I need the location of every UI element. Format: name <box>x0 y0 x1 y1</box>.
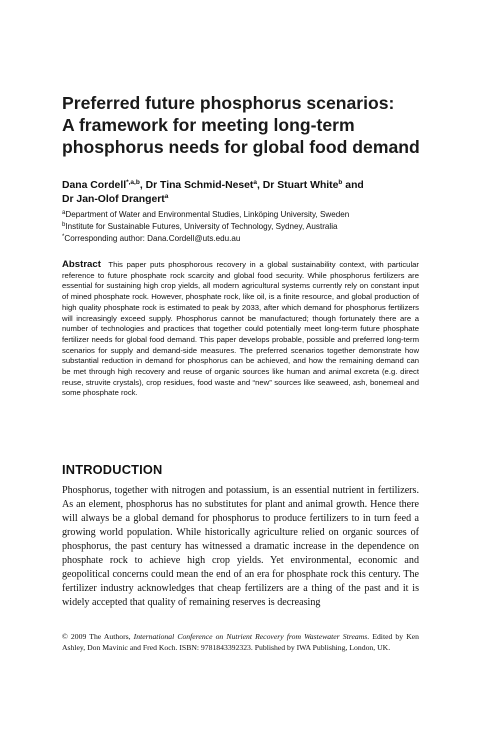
conference-name: International Conference on Nutrient Recovery from Wastewater Streams <box>133 632 368 641</box>
introduction-paragraph: Phosphorus, together with nitrogen and potassium, is an essential nutrient in fertilizers. As an element, phosphorus has no substitutes for plant and animal growth. Hence there will always be a global demand for phosphorus to produce fertilizers to in turn feed a growing world population. While historically agriculture relied on organic sources of phosphorus, the past century has witnessed a dramatic increase in the dependence on phosphate rock to achieve high crop yields. Yet environmental, economic and geopolitical concerns could mean the end of an era for phosphate rock this century. The fertilizer industry acknowledges that cheap fertilizers are a thing of the past and it is widely accepted that quality of remaining reserves is decreasing <box>62 485 419 608</box>
section-heading-introduction: INTRODUCTION <box>62 462 163 477</box>
abstract <box>62 260 419 399</box>
author-name: , Dr Stuart White <box>257 180 339 191</box>
affiliation-text: Corresponding author: Dana.Cordell@uts.edu.au <box>64 234 241 243</box>
affiliations <box>62 209 432 245</box>
affiliation-line <box>62 209 432 221</box>
abstract-text: This paper puts phosphorous recovery in a global sustainability context, with particular reference to future phosphate rock scarcity and global food security. While phosphorus fertilizers are essential for sustaining high crop yields, all modern agricultural systems currently rely on constant input of mined phosphate rock. However, phosphate rock, like oil, is a finite resource, and global production of high quality phosphate rock is estimated to peak by 2033, after which demand for phosphorus fertilizers will increasingly exceed supply. Phosphorus cannot be manufactured; though fortunately there are a number of technologies and practices that together could potentially meet long-term future phosphate fertilizer needs for global food demand. This paper develops probable, possible and preferred long-term scenarios for supply and demand-side measures. The preferred scenarios together demonstrate how substantial reduction in demand for phosphorus can be achieved, and how the remaining demand can be met through high recovery and reuse of organic sources like human and animal excreta (e.g. direct reuse, struvite crystals), crop residues, food waste and “new” sources like seaweed, ash, bonemeal and some phosphate rock. <box>62 260 419 398</box>
author-line <box>62 193 432 207</box>
title-line: phosphorus needs for global food demand <box>62 137 420 157</box>
affiliation-marker: a <box>62 210 66 216</box>
author-superscript: a <box>253 179 258 186</box>
affiliation-text: Institute for Sustainable Futures, University of Technology, Sydney, Australia <box>65 222 338 231</box>
author-name: Dr Jan-Olof Drangert <box>62 194 165 205</box>
author-superscript: b <box>338 179 343 186</box>
author-name: Dana Cordell <box>62 180 127 191</box>
paper-title <box>62 92 432 158</box>
title-line: Preferred future phosphorus scenarios: <box>62 93 395 113</box>
affiliation-line <box>62 221 432 233</box>
author-line <box>62 179 432 193</box>
footnote-suffix: . Edited by Ken Ashley, Don Mavinic and Fred Koch. ISBN: 9781843392323. Published by IWA Publishing, London, UK. <box>62 632 420 652</box>
affiliation-marker: b <box>62 222 66 228</box>
author-connector: and <box>342 180 364 191</box>
author-list <box>62 179 432 207</box>
abstract-label: Abstract <box>62 259 101 270</box>
title-line: A framework for meeting long-term <box>62 115 355 135</box>
footnote-prefix: © 2009 The Authors, <box>62 632 134 641</box>
copyright-footnote <box>62 631 419 653</box>
author-superscript: a <box>164 193 169 200</box>
author-superscript: *,a,b <box>126 179 140 186</box>
affiliation-line <box>62 233 432 245</box>
author-name: , Dr Tina Schmid-Neset <box>139 180 254 191</box>
affiliation-marker: * <box>62 234 65 240</box>
affiliation-text: Department of Water and Environmental Studies, Linköping University, Sweden <box>65 210 350 219</box>
